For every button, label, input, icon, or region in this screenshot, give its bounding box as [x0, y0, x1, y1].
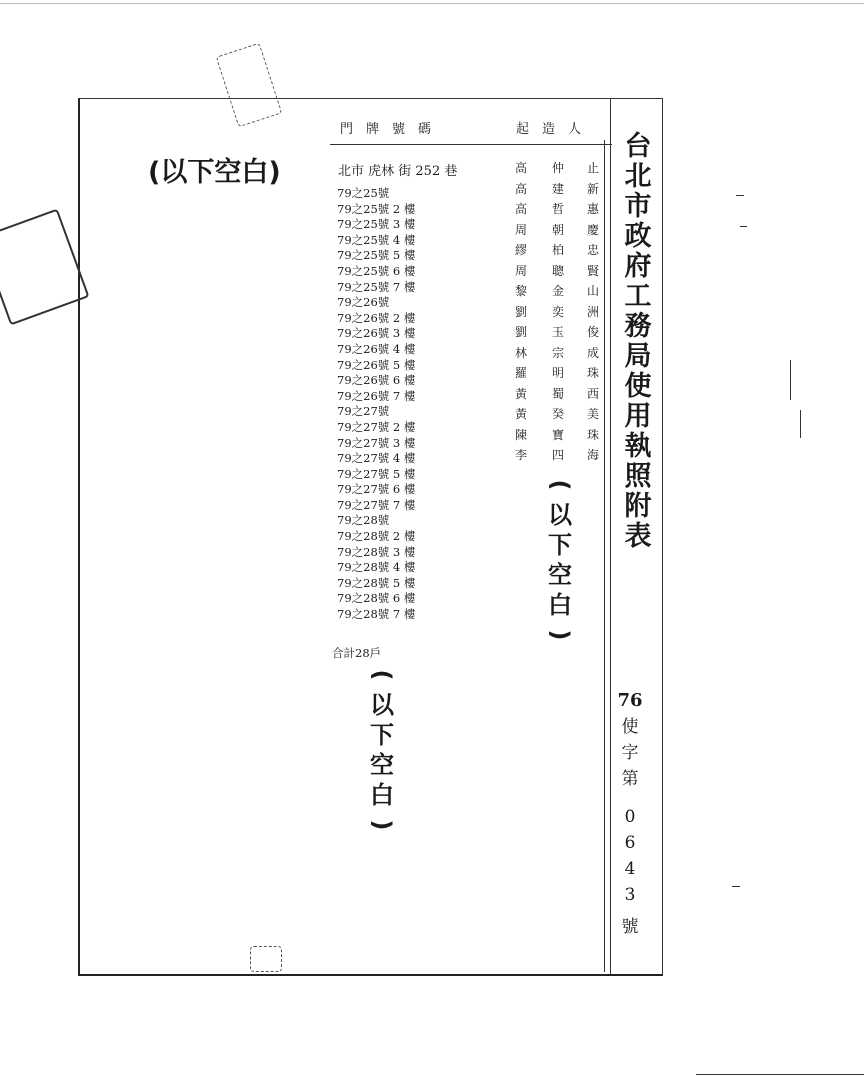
blank-stamp-vertical-address: ( 以 下 空 白 ): [368, 669, 396, 831]
list-item: 79之25號 5 樓: [337, 248, 416, 263]
list-item: 79之26號 7 樓: [337, 388, 416, 403]
list-item: 79之28號 6 樓: [337, 591, 416, 606]
scan-mark: [800, 410, 801, 438]
blank-stamp-vertical-owner: ( 以 下 空 白 ): [546, 479, 574, 641]
list-item: 79之28號 4 樓: [337, 560, 416, 575]
list-item: 79之28號 3 樓: [337, 544, 416, 559]
header-owner: 起 造 人: [516, 122, 582, 137]
list-item: 79之25號 7 樓: [337, 279, 416, 294]
owner-column-given-1: 仲 建 哲 朝 柏 聰 金 奕 玉 宗 明 蜀 癸 寶 四: [551, 161, 564, 462]
address-list: [337, 186, 415, 623]
owner-column-surname: 高 高 高 周 繆 周 黎 劉 劉 林 羅 黃 黃 陳 李: [514, 161, 527, 462]
list-item: 79之25號 3 樓: [337, 217, 416, 232]
list-item: 79之28號 5 樓: [337, 575, 416, 590]
document-title: 台 北 市 政 府 工 務 局 使 用 執 照 附 表: [624, 131, 652, 552]
scan-mark: [0, 3, 864, 4]
scan-mark: [696, 1074, 864, 1075]
list-item: 79之27號 4 樓: [337, 451, 416, 466]
owner-column-given-2: 止 新 惠 慶 忠 賢 山 洲 俊 成 珠 西 美 珠 海: [586, 161, 599, 462]
list-item: 79之25號 4 樓: [337, 232, 416, 247]
scan-mark: [790, 360, 791, 400]
list-item: 79之27號 5 樓: [337, 466, 416, 481]
license-number: 76 使 字 第 0 6 4 3 號: [617, 690, 643, 937]
list-item: 79之27號: [337, 404, 390, 419]
scan-mark: [736, 195, 744, 196]
seal-stamp: [250, 946, 282, 972]
seal-stamp: [0, 208, 90, 325]
list-item: 79之26號 3 樓: [337, 326, 416, 341]
list-item: 79之26號 5 樓: [337, 357, 416, 372]
list-item: 79之26號 6 樓: [337, 373, 416, 388]
list-item: 79之25號: [337, 186, 390, 200]
title-divider: [610, 98, 611, 975]
scan-mark: [732, 886, 740, 887]
title-divider-inner: [604, 140, 605, 972]
header-address: 門 牌 號 碼: [340, 122, 432, 137]
list-item: 79之28號 7 樓: [337, 607, 416, 622]
list-item: 79之28號: [337, 513, 390, 528]
list-item: 79之27號 2 樓: [337, 419, 416, 434]
household-total: 合計28戶: [332, 646, 382, 660]
list-item: 79之28號 2 樓: [337, 529, 416, 544]
scan-mark: [740, 226, 747, 227]
list-item: 79之25號 6 樓: [337, 263, 416, 278]
list-item: 79之26號 2 樓: [337, 310, 416, 325]
blank-stamp-horizontal: (以下空白): [148, 157, 281, 188]
list-item: 79之26號: [337, 295, 390, 310]
address-lead: 北市 虎林 街 252 巷: [338, 164, 458, 179]
list-item: 79之25號 2 樓: [337, 201, 416, 216]
list-item: 79之27號 6 樓: [337, 482, 416, 497]
header-rule: [330, 144, 612, 145]
list-item: 79之27號 3 樓: [337, 435, 416, 450]
list-item: 79之27號 7 樓: [337, 497, 416, 512]
list-item: 79之26號 4 樓: [337, 341, 416, 356]
